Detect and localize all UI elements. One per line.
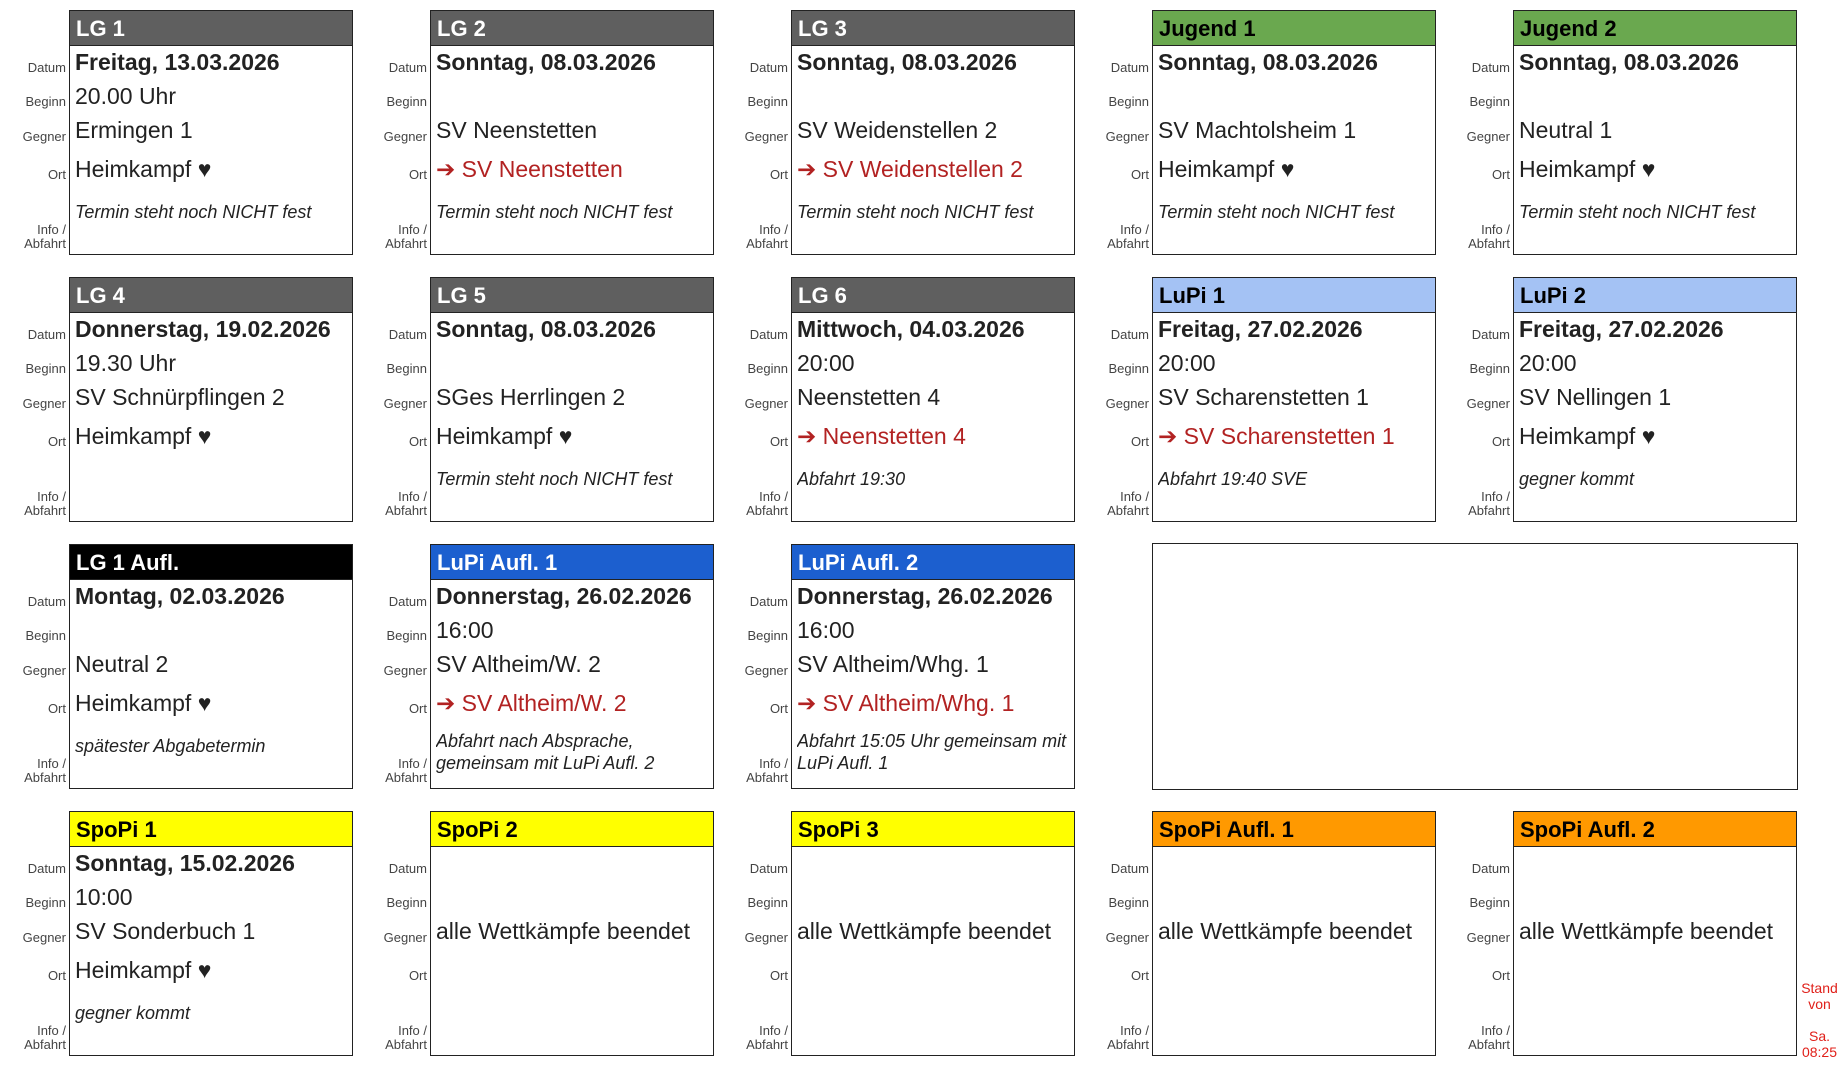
stand-label: Stand	[1801, 980, 1838, 996]
label-info: Info /	[398, 222, 427, 237]
label-ort: Ort	[408, 167, 427, 182]
opponent: SV Weidenstellen 2	[797, 117, 998, 143]
match-card	[1083, 801, 1442, 1050]
info-text: Abfahrt 19:40 SVE	[1158, 469, 1308, 489]
field-labels	[722, 570, 790, 783]
label-abfahrt: Abfahrt	[1468, 236, 1510, 251]
match-date: Donnerstag, 19.02.2026	[75, 316, 331, 342]
location: ➔ Neenstetten 4	[797, 423, 966, 449]
info-text: gegner kommt	[1519, 469, 1635, 489]
label-ort: Ort	[769, 434, 788, 449]
label-datum: Datum	[749, 60, 788, 75]
label-ort: Ort	[1130, 968, 1149, 983]
match-card	[722, 0, 1081, 249]
label-gegner: Gegner	[1105, 129, 1149, 144]
card-box	[791, 544, 1075, 789]
field-labels	[361, 837, 429, 1050]
card-box	[430, 277, 714, 522]
match-card	[1083, 0, 1442, 249]
label-gegner: Gegner	[744, 129, 788, 144]
label-abfahrt: Abfahrt	[385, 1037, 427, 1052]
match-date: Donnerstag, 26.02.2026	[436, 583, 692, 609]
label-datum: Datum	[27, 327, 66, 342]
label-info-abfahrt	[1107, 490, 1149, 518]
info-text: Termin steht noch NICHT fest	[436, 469, 673, 489]
label-gegner: Gegner	[22, 396, 66, 411]
location: Heimkampf ♥	[1519, 423, 1656, 449]
opponent: SV Schnürpflingen 2	[75, 384, 285, 410]
label-info: Info /	[398, 756, 427, 771]
card-box	[1513, 10, 1797, 255]
opponent: SV Neenstetten	[436, 117, 598, 143]
label-info-abfahrt	[24, 1024, 66, 1052]
team-title: LuPi 2	[1514, 278, 1796, 313]
field-labels	[722, 36, 790, 249]
match-card	[361, 801, 720, 1050]
label-abfahrt: Abfahrt	[1468, 503, 1510, 518]
status-text: alle Wettkämpfe beendet	[436, 918, 691, 944]
match-card	[722, 801, 1081, 1050]
label-datum: Datum	[1110, 60, 1149, 75]
field-labels	[722, 837, 790, 1050]
label-beginn: Beginn	[386, 628, 427, 643]
team-title: SpoPi 3	[792, 812, 1074, 847]
label-gegner: Gegner	[744, 663, 788, 678]
label-gegner: Gegner	[1105, 396, 1149, 411]
label-gegner: Gegner	[1466, 930, 1510, 945]
stand-timestamp	[1796, 980, 1843, 1060]
label-info: Info /	[1120, 1023, 1149, 1038]
label-datum: Datum	[1471, 327, 1510, 342]
info-text: Termin steht noch NICHT fest	[1519, 202, 1756, 222]
label-info-abfahrt	[1468, 490, 1510, 518]
stand-time: 08:25	[1801, 1044, 1838, 1060]
label-beginn: Beginn	[25, 628, 66, 643]
label-gegner: Gegner	[383, 663, 427, 678]
team-title: LG 3	[792, 11, 1074, 46]
label-beginn: Beginn	[1108, 895, 1149, 910]
info-text: Termin steht noch NICHT fest	[1158, 202, 1395, 222]
label-gegner: Gegner	[744, 396, 788, 411]
label-beginn: Beginn	[1469, 94, 1510, 109]
opponent: SV Machtolsheim 1	[1158, 117, 1357, 143]
label-info: Info /	[759, 222, 788, 237]
opponent: Neutral 1	[1519, 117, 1613, 143]
field-labels	[722, 303, 790, 516]
label-beginn: Beginn	[747, 361, 788, 376]
match-time: 20:00	[797, 350, 855, 376]
team-title: LG 5	[431, 278, 713, 313]
team-title: LG 2	[431, 11, 713, 46]
location: ➔ SV Altheim/W. 2	[436, 690, 627, 716]
label-gegner: Gegner	[1466, 396, 1510, 411]
label-datum: Datum	[749, 327, 788, 342]
empty-placeholder-box	[1152, 543, 1798, 790]
label-datum: Datum	[27, 594, 66, 609]
label-datum: Datum	[27, 60, 66, 75]
opponent: Neutral 2	[75, 651, 169, 677]
field-labels	[0, 570, 68, 783]
label-ort: Ort	[47, 434, 66, 449]
label-beginn: Beginn	[386, 94, 427, 109]
label-info: Info /	[398, 489, 427, 504]
label-ort: Ort	[408, 701, 427, 716]
label-datum: Datum	[388, 327, 427, 342]
label-info: Info /	[37, 1023, 66, 1038]
card-box	[69, 544, 353, 789]
card-box	[69, 10, 353, 255]
label-beginn: Beginn	[25, 94, 66, 109]
label-beginn: Beginn	[25, 361, 66, 376]
label-ort: Ort	[408, 968, 427, 983]
label-datum: Datum	[1471, 60, 1510, 75]
match-time: 10:00	[75, 884, 133, 910]
info-text: Abfahrt 19:30	[797, 469, 906, 489]
label-gegner: Gegner	[383, 930, 427, 945]
field-labels	[1444, 303, 1512, 516]
label-gegner: Gegner	[22, 129, 66, 144]
match-card	[0, 801, 359, 1050]
card-box	[69, 811, 353, 1056]
opponent: SV Sonderbuch 1	[75, 918, 256, 944]
location: Heimkampf ♥	[75, 957, 212, 983]
label-info-abfahrt	[24, 757, 66, 785]
location: ➔ SV Neenstetten	[436, 156, 623, 182]
info-text: Termin steht noch NICHT fest	[75, 202, 312, 222]
team-title: LuPi Aufl. 2	[792, 545, 1074, 580]
match-card	[1444, 801, 1803, 1050]
label-datum: Datum	[388, 594, 427, 609]
label-abfahrt: Abfahrt	[24, 1037, 66, 1052]
label-beginn: Beginn	[1108, 361, 1149, 376]
label-datum: Datum	[1110, 327, 1149, 342]
location: ➔ SV Weidenstellen 2	[797, 156, 1023, 182]
label-datum: Datum	[1471, 861, 1510, 876]
opponent: SV Nellingen 1	[1519, 384, 1672, 410]
match-date: Sonntag, 08.03.2026	[1519, 49, 1739, 75]
match-time: 20:00	[1158, 350, 1216, 376]
label-gegner: Gegner	[1105, 930, 1149, 945]
label-abfahrt: Abfahrt	[385, 236, 427, 251]
label-gegner: Gegner	[22, 663, 66, 678]
label-abfahrt: Abfahrt	[385, 770, 427, 785]
label-datum: Datum	[749, 594, 788, 609]
card-box	[1513, 811, 1797, 1056]
card-box	[1513, 277, 1797, 522]
team-title: SpoPi Aufl. 1	[1153, 812, 1435, 847]
label-beginn: Beginn	[25, 895, 66, 910]
label-gegner: Gegner	[383, 129, 427, 144]
label-abfahrt: Abfahrt	[746, 770, 788, 785]
field-labels	[361, 303, 429, 516]
label-info-abfahrt	[746, 490, 788, 518]
match-date: Freitag, 13.03.2026	[75, 49, 280, 75]
field-labels	[361, 570, 429, 783]
info-text: Termin steht noch NICHT fest	[797, 202, 1034, 222]
label-info-abfahrt	[746, 223, 788, 251]
match-card	[1444, 0, 1803, 249]
team-title: LuPi Aufl. 1	[431, 545, 713, 580]
label-info: Info /	[1481, 222, 1510, 237]
label-datum: Datum	[388, 861, 427, 876]
team-title: SpoPi 2	[431, 812, 713, 847]
label-gegner: Gegner	[22, 930, 66, 945]
location: ➔ SV Altheim/Whg. 1	[797, 690, 1015, 716]
label-beginn: Beginn	[386, 895, 427, 910]
label-info: Info /	[37, 222, 66, 237]
label-abfahrt: Abfahrt	[746, 503, 788, 518]
label-info-abfahrt	[1468, 223, 1510, 251]
label-info-abfahrt	[746, 1024, 788, 1052]
field-labels	[0, 303, 68, 516]
label-info: Info /	[759, 756, 788, 771]
label-ort: Ort	[47, 167, 66, 182]
location: ➔ SV Scharenstetten 1	[1158, 423, 1395, 449]
team-title: SpoPi Aufl. 2	[1514, 812, 1796, 847]
label-datum: Datum	[27, 861, 66, 876]
team-title: SpoPi 1	[70, 812, 352, 847]
label-abfahrt: Abfahrt	[1468, 1037, 1510, 1052]
match-date: Sonntag, 08.03.2026	[1158, 49, 1378, 75]
match-date: Sonntag, 08.03.2026	[436, 49, 656, 75]
match-time: 20:00	[1519, 350, 1577, 376]
label-info-abfahrt	[24, 223, 66, 251]
card-box	[1152, 277, 1436, 522]
match-card	[722, 534, 1081, 783]
match-time: 16:00	[797, 617, 855, 643]
label-ort: Ort	[1491, 968, 1510, 983]
status-text: alle Wettkämpfe beendet	[1158, 918, 1413, 944]
card-box	[791, 811, 1075, 1056]
match-card	[0, 267, 359, 516]
label-abfahrt: Abfahrt	[24, 770, 66, 785]
match-card	[0, 534, 359, 783]
label-info: Info /	[759, 1023, 788, 1038]
match-card	[1083, 267, 1442, 516]
field-labels	[1083, 837, 1151, 1050]
label-info: Info /	[398, 1023, 427, 1038]
label-ort: Ort	[1491, 434, 1510, 449]
label-info-abfahrt	[385, 490, 427, 518]
location: Heimkampf ♥	[75, 423, 212, 449]
match-date: Sonntag, 08.03.2026	[797, 49, 1017, 75]
label-datum: Datum	[1110, 861, 1149, 876]
team-title: LG 4	[70, 278, 352, 313]
label-info-abfahrt	[385, 223, 427, 251]
location: Heimkampf ♥	[75, 156, 212, 182]
field-labels	[1444, 837, 1512, 1050]
match-card	[0, 0, 359, 249]
card-box	[430, 544, 714, 789]
label-info-abfahrt	[385, 757, 427, 785]
label-beginn: Beginn	[747, 628, 788, 643]
team-title: Jugend 2	[1514, 11, 1796, 46]
field-labels	[1083, 36, 1151, 249]
label-abfahrt: Abfahrt	[746, 1037, 788, 1052]
team-title: LuPi 1	[1153, 278, 1435, 313]
label-beginn: Beginn	[1469, 361, 1510, 376]
label-abfahrt: Abfahrt	[1107, 503, 1149, 518]
match-card	[361, 267, 720, 516]
status-text: alle Wettkämpfe beendet	[797, 918, 1052, 944]
info-text: Termin steht noch NICHT fest	[436, 202, 673, 222]
label-abfahrt: Abfahrt	[385, 503, 427, 518]
label-abfahrt: Abfahrt	[24, 503, 66, 518]
location: Heimkampf ♥	[75, 690, 212, 716]
stand-von: von	[1808, 996, 1831, 1012]
label-beginn: Beginn	[386, 361, 427, 376]
label-info: Info /	[37, 756, 66, 771]
match-card	[722, 267, 1081, 516]
label-gegner: Gegner	[744, 930, 788, 945]
team-title: LG 6	[792, 278, 1074, 313]
label-info-abfahrt	[746, 757, 788, 785]
status-text: alle Wettkämpfe beendet	[1519, 918, 1774, 944]
location: Heimkampf ♥	[436, 423, 573, 449]
team-title: LG 1 Aufl.	[70, 545, 352, 580]
label-info: Info /	[1481, 489, 1510, 504]
label-ort: Ort	[769, 701, 788, 716]
team-title: Jugend 1	[1153, 11, 1435, 46]
label-info: Info /	[1120, 489, 1149, 504]
label-beginn: Beginn	[747, 94, 788, 109]
label-gegner: Gegner	[383, 396, 427, 411]
info-text: spätester Abgabetermin	[75, 736, 266, 756]
label-abfahrt: Abfahrt	[24, 236, 66, 251]
match-date: Sonntag, 08.03.2026	[436, 316, 656, 342]
opponent: Neenstetten 4	[797, 384, 941, 410]
label-abfahrt: Abfahrt	[746, 236, 788, 251]
stand-day: Sa.	[1808, 1028, 1830, 1044]
opponent: SGes Herrlingen 2	[436, 384, 626, 410]
match-time: 20.00 Uhr	[75, 83, 177, 109]
label-info-abfahrt	[1468, 1024, 1510, 1052]
opponent: Ermingen 1	[75, 117, 193, 143]
label-datum: Datum	[749, 861, 788, 876]
label-info: Info /	[759, 489, 788, 504]
label-ort: Ort	[47, 701, 66, 716]
label-info-abfahrt	[385, 1024, 427, 1052]
field-labels	[361, 36, 429, 249]
card-box	[791, 10, 1075, 255]
label-info-abfahrt	[1107, 1024, 1149, 1052]
match-date: Montag, 02.03.2026	[75, 583, 285, 609]
opponent: SV Scharenstetten 1	[1158, 384, 1369, 410]
match-card	[1444, 267, 1803, 516]
info-text: gegner kommt	[75, 1003, 191, 1023]
info-text: Abfahrt nach Absprache, gemeinsam mit LuPi Aufl. 2	[436, 731, 655, 773]
label-info: Info /	[37, 489, 66, 504]
card-box	[1152, 10, 1436, 255]
label-abfahrt: Abfahrt	[1107, 236, 1149, 251]
label-beginn: Beginn	[1469, 895, 1510, 910]
label-beginn: Beginn	[747, 895, 788, 910]
label-ort: Ort	[1491, 167, 1510, 182]
label-ort: Ort	[408, 434, 427, 449]
field-labels	[1083, 303, 1151, 516]
label-beginn: Beginn	[1108, 94, 1149, 109]
card-box	[791, 277, 1075, 522]
card-box	[1152, 811, 1436, 1056]
match-time: 19.30 Uhr	[75, 350, 177, 376]
field-labels	[0, 837, 68, 1050]
match-date: Freitag, 27.02.2026	[1519, 316, 1724, 342]
label-abfahrt: Abfahrt	[1107, 1037, 1149, 1052]
label-ort: Ort	[1130, 434, 1149, 449]
match-date: Mittwoch, 04.03.2026	[797, 316, 1025, 342]
match-card	[361, 534, 720, 783]
match-time: 16:00	[436, 617, 494, 643]
info-text: Abfahrt 15:05 Uhr gemeinsam mit LuPi Aufl. 1	[797, 731, 1067, 773]
card-box	[69, 277, 353, 522]
match-date: Sonntag, 15.02.2026	[75, 850, 295, 876]
location: Heimkampf ♥	[1519, 156, 1656, 182]
opponent: SV Altheim/W. 2	[436, 651, 601, 677]
card-box	[430, 811, 714, 1056]
label-ort: Ort	[47, 968, 66, 983]
label-info-abfahrt	[24, 490, 66, 518]
label-gegner: Gegner	[1466, 129, 1510, 144]
label-ort: Ort	[769, 167, 788, 182]
match-date: Freitag, 27.02.2026	[1158, 316, 1363, 342]
match-card	[361, 0, 720, 249]
label-info: Info /	[1481, 1023, 1510, 1038]
label-datum: Datum	[388, 60, 427, 75]
team-title: LG 1	[70, 11, 352, 46]
location: Heimkampf ♥	[1158, 156, 1295, 182]
card-box	[430, 10, 714, 255]
field-labels	[1444, 36, 1512, 249]
label-info: Info /	[1120, 222, 1149, 237]
field-labels	[0, 36, 68, 249]
opponent: SV Altheim/Whg. 1	[797, 651, 989, 677]
label-ort: Ort	[769, 968, 788, 983]
label-ort: Ort	[1130, 167, 1149, 182]
label-info-abfahrt	[1107, 223, 1149, 251]
match-date: Donnerstag, 26.02.2026	[797, 583, 1053, 609]
